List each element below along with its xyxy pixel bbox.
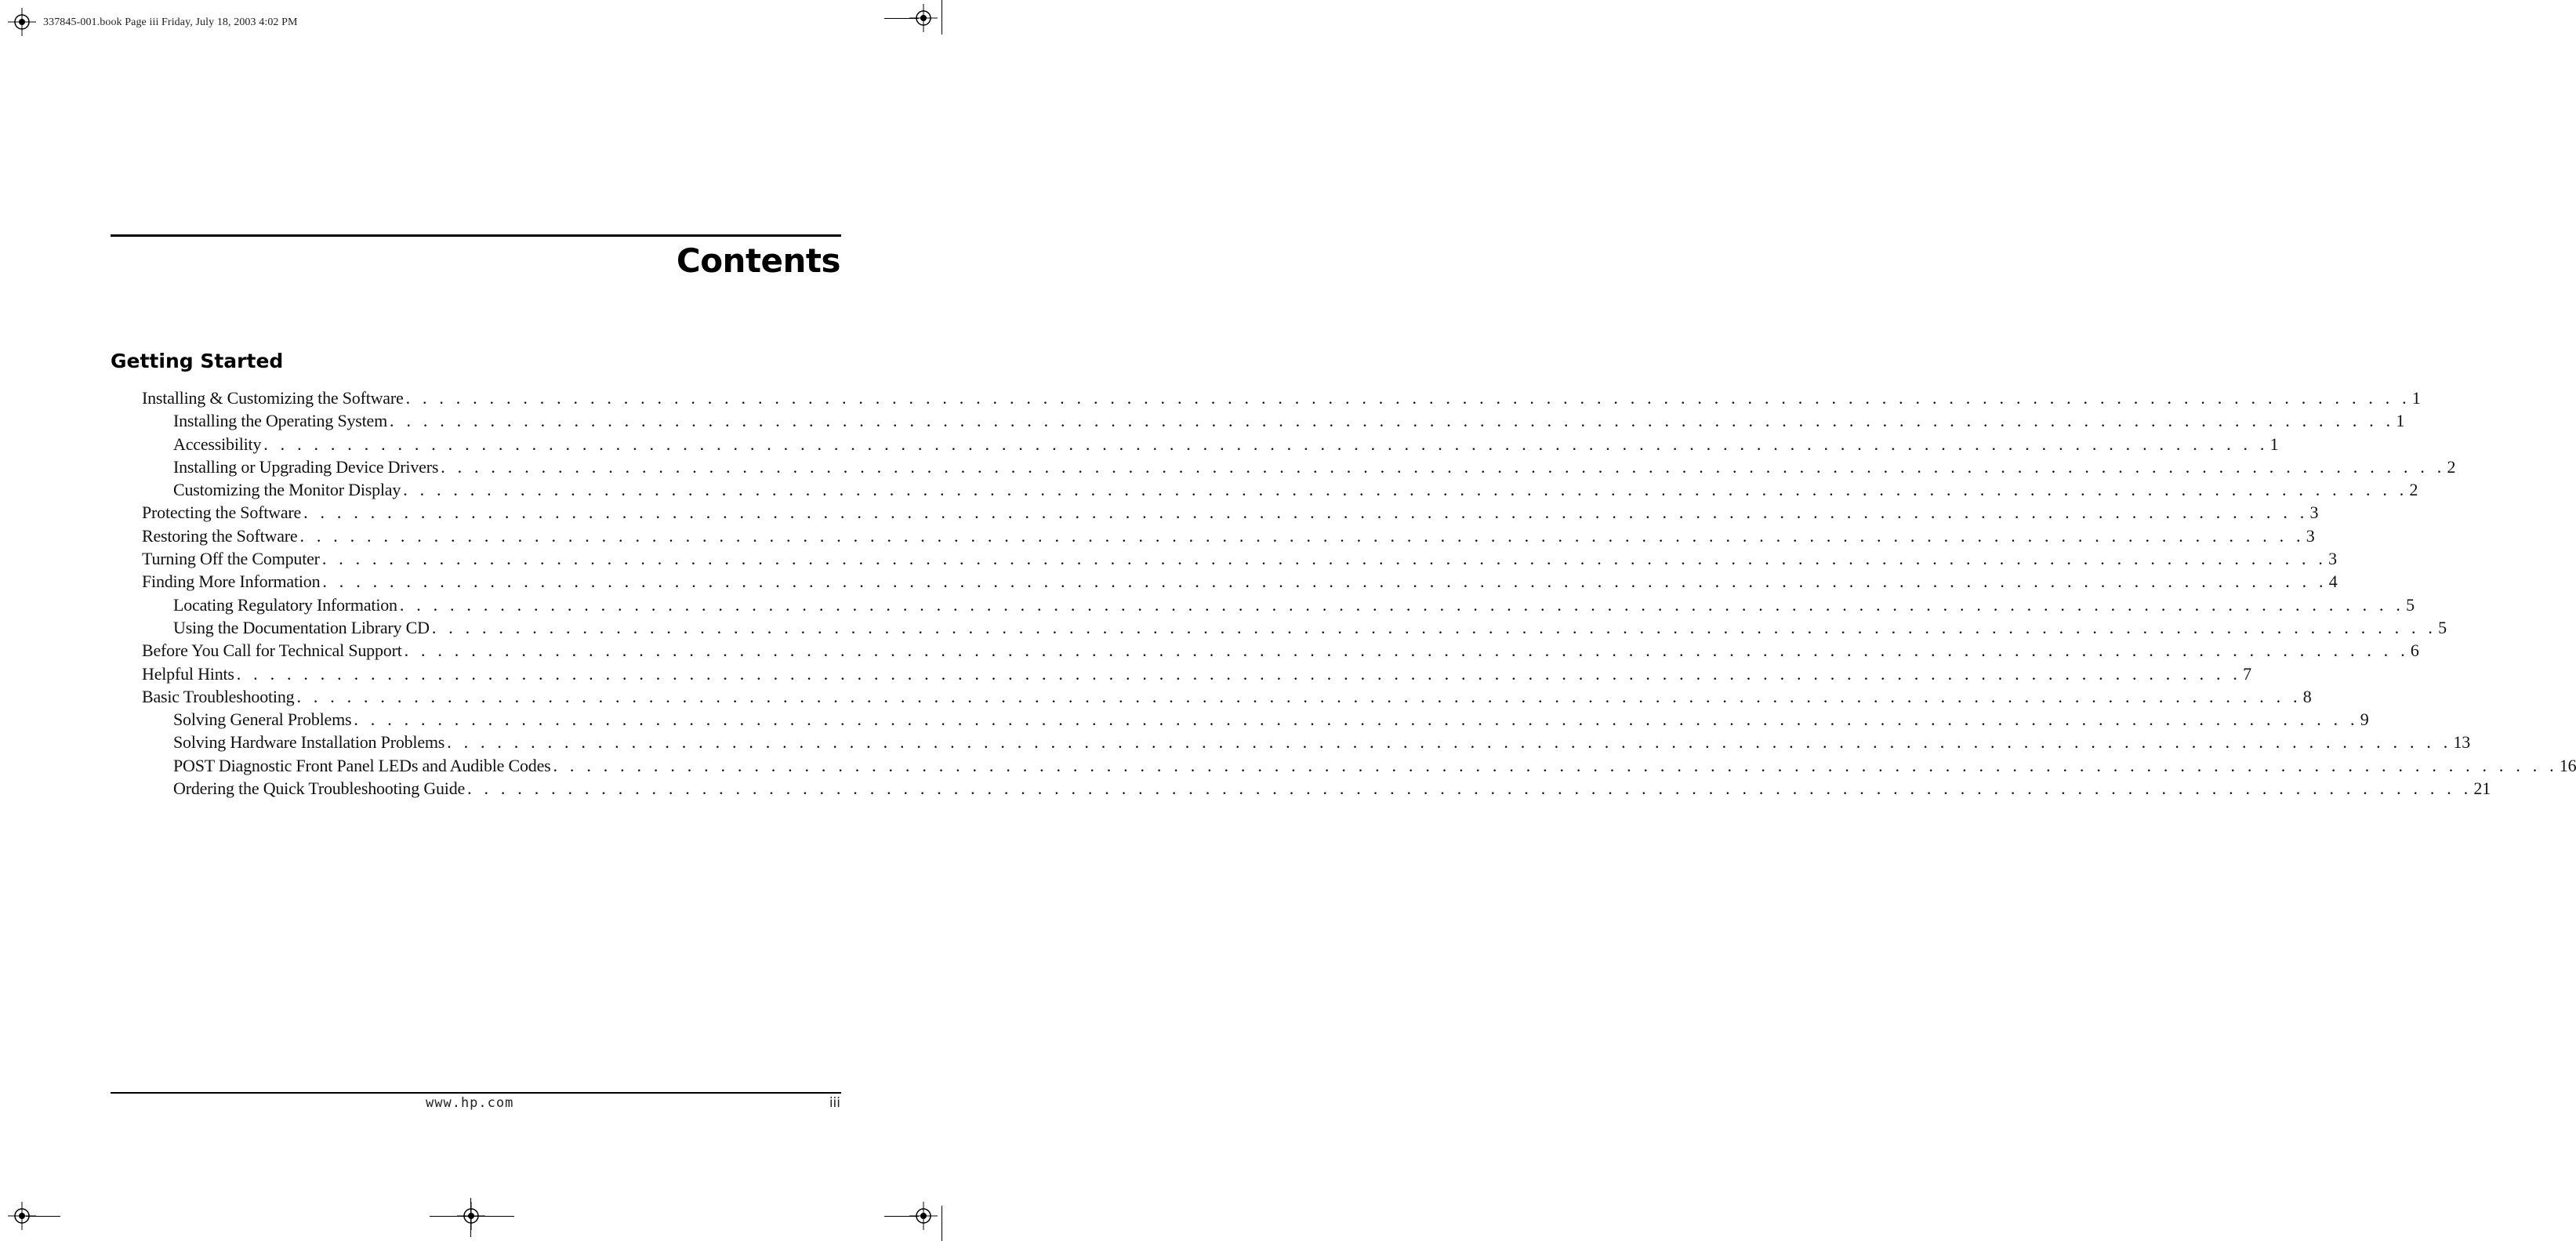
crop-line xyxy=(430,1216,514,1217)
toc-entry-title: Installing & Customizing the Software xyxy=(142,388,404,408)
toc-entry[interactable] xyxy=(142,593,2415,616)
toc-dot-leader: . . . . . . . . . . . . . . . . . . . . . . . . . . . . . . . . . . . . . . . . . . . . . . . . . . . . . . . . . . . . . . . . . . . . . . . . . . . . . . . . . . . . . . . . . . . . . . . . . . . . . . . . . . . . . . . . . . . . . . . . xyxy=(321,549,2327,569)
crop-line xyxy=(884,1216,919,1217)
toc-page-number: 1 xyxy=(2396,411,2405,431)
toc-dot-leader: . . . . . . . . . . . . . . . . . . . . . . . . . . . . . . . . . . . . . . . . . . . . . . . . . . . . . . . . . . . . . . . . . . . . . . . . . . . . . . . . . . . . . . . . . . . . . . . . . . . . . . . . . . . . . . . . . . . . . . . . xyxy=(467,778,2473,799)
registration-mark-icon xyxy=(8,8,36,36)
toc-entry[interactable] xyxy=(142,731,2471,753)
section-heading: Getting Started xyxy=(111,350,284,372)
toc-page-number: 9 xyxy=(2360,709,2369,730)
toc-page-number: 7 xyxy=(2243,663,2251,684)
toc-dot-leader: . . . . . . . . . . . . . . . . . . . . . . . . . . . . . . . . . . . . . . . . . . . . . . . . . . . . . . . . . . . . . . . . . . . . . . . . . . . . . . . . . . . . . . . . . . . . . . . . . . . . . . . . . . . . . . . . . . . . . . . . xyxy=(390,411,2395,431)
toc-dot-leader: . . . . . . . . . . . . . . . . . . . . . . . . . . . . . . . . . . . . . . . . . . . . . . . . . . . . . . . . . . . . . . . . . . . . . . . . . . . . . . . . . . . . . . . . . . . . . . . . . . . . . . . . . . . . . . . . . . . . . . . . xyxy=(399,594,2405,615)
toc-entry-title: Solving Hardware Installation Problems xyxy=(173,732,445,753)
toc-entry-title: Restoring the Software xyxy=(142,525,298,546)
toc-dot-leader: . . . . . . . . . . . . . . . . . . . . . . . . . . . . . . . . . . . . . . . . . . . . . . . . . . . . . . . . . . . . . . . . . . . . . . . . . . . . . . . . . . . . . . . . . . . . . . . . . . . . . . . . . . . . . . . . . . . . . . . . xyxy=(322,572,2327,592)
print-slug: 337845-001.book Page iii Friday, July 18, 2003 4:02 PM xyxy=(43,16,298,28)
crop-line xyxy=(26,1216,60,1217)
toc-entry[interactable] xyxy=(142,524,2315,547)
toc-dot-leader: . . . . . . . . . . . . . . . . . . . . . . . . . . . . . . . . . . . . . . . . . . . . . . . . . . . . . . . . . . . . . . . . . . . . . . . . . . . . . . . . . . . . . . . . . . . . . . . . . . . . . . . . . . . . . . . . . . . . . . . . xyxy=(447,732,2452,753)
toc-page-number: 3 xyxy=(2306,525,2315,546)
toc-page-number: 6 xyxy=(2410,640,2419,661)
toc-entry-title: Before You Call for Technical Support xyxy=(142,640,402,661)
toc-entry[interactable] xyxy=(142,616,2447,639)
toc-entry-title: Solving General Problems xyxy=(173,709,352,730)
footer-url: www.hp.com xyxy=(426,1095,514,1111)
toc-entry[interactable] xyxy=(142,708,2369,731)
toc-page-number: 8 xyxy=(2302,686,2312,706)
toc-page-number: 5 xyxy=(2438,617,2447,637)
toc-entry[interactable] xyxy=(142,501,2319,524)
toc-page-number: 2 xyxy=(2409,480,2418,500)
toc-entry[interactable] xyxy=(142,478,2418,501)
toc-dot-leader: . . . . . . . . . . . . . . . . . . . . . . . . . . . . . . . . . . . . . . . . . . . . . . . . . . . . . . . . . . . . . . . . . . . . . . . . . . . . . . . . . . . . . . . . . . . . . . . . . . . . . . . . . . . . . . . . . . . . . . . . xyxy=(296,686,2302,706)
toc-dot-leader: . . . . . . . . . . . . . . . . . . . . . . . . . . . . . . . . . . . . . . . . . . . . . . . . . . . . . . . . . . . . . . . . . . . . . . . . . . . . . . . . . . . . . . . . . . . . . . . . . . . . . . . . . . . . . . . . . . . . . . . . xyxy=(303,503,2309,523)
table-of-contents xyxy=(142,386,2576,800)
toc-page-number: 13 xyxy=(2453,732,2471,753)
crop-line xyxy=(884,18,919,19)
toc-entry-title: Using the Documentation Library CD xyxy=(173,617,430,637)
footer-page-number: iii xyxy=(829,1095,840,1111)
crop-line xyxy=(470,1198,471,1237)
toc-entry[interactable] xyxy=(142,409,2405,432)
toc-entry[interactable] xyxy=(142,685,2312,708)
toc-entry[interactable] xyxy=(142,455,2456,478)
toc-entry[interactable] xyxy=(142,570,2338,593)
toc-entry[interactable] xyxy=(142,777,2491,800)
toc-dot-leader: . . . . . . . . . . . . . . . . . . . . . . . . . . . . . . . . . . . . . . . . . . . . . . . . . . . . . . . . . . . . . . . . . . . . . . . . . . . . . . . . . . . . . . . . . . . . . . . . . . . . . . . . . . . . . . . . . . . . . . . . xyxy=(431,617,2437,637)
toc-entry[interactable] xyxy=(142,639,2419,662)
toc-entry-title: Basic Troubleshooting xyxy=(142,686,295,706)
toc-page-number: 21 xyxy=(2473,778,2491,799)
toc-entry[interactable] xyxy=(142,547,2337,570)
toc-entry-title: Accessibility xyxy=(173,434,262,454)
toc-dot-leader: . . . . . . . . . . . . . . . . . . . . . . . . . . . . . . . . . . . . . . . . . . . . . . . . . . . . . . . . . . . . . . . . . . . . . . . . . . . . . . . . . . . . . . . . . . . . . . . . . . . . . . . . . . . . . . . . . . . . . . . . xyxy=(263,434,2269,454)
toc-entry-title: Ordering the Quick Troubleshooting Guide xyxy=(173,778,466,799)
toc-entry-title: Customizing the Monitor Display xyxy=(173,480,401,500)
toc-page-number: 1 xyxy=(2269,434,2279,454)
toc-page-number: 3 xyxy=(2309,503,2319,523)
toc-entry-title: Locating Regulatory Information xyxy=(173,594,397,615)
toc-page-number: 1 xyxy=(2411,388,2421,408)
toc-dot-leader: . . . . . . . . . . . . . . . . . . . . . . . . . . . . . . . . . . . . . . . . . . . . . . . . . . . . . . . . . . . . . . . . . . . . . . . . . . . . . . . . . . . . . . . . . . . . . . . . . . . . . . . . . . . . . . . . . . . . . . . . xyxy=(236,663,2242,684)
toc-dot-leader: . . . . . . . . . . . . . . . . . . . . . . . . . . . . . . . . . . . . . . . . . . . . . . . . . . . . . . . . . . . . . . . . . . . . . . . . . . . . . . . . . . . . . . . . . . . . . . . . . . . . . . . . . . . . . . . . . . . . . . . . xyxy=(553,755,2558,775)
toc-page-number: 16 xyxy=(2559,755,2576,775)
toc-dot-leader: . . . . . . . . . . . . . . . . . . . . . . . . . . . . . . . . . . . . . . . . . . . . . . . . . . . . . . . . . . . . . . . . . . . . . . . . . . . . . . . . . . . . . . . . . . . . . . . . . . . . . . . . . . . . . . . . . . . . . . . . xyxy=(299,525,2305,546)
toc-page-number: 4 xyxy=(2328,572,2338,592)
title-rule xyxy=(111,234,841,237)
toc-dot-leader: . . . . . . . . . . . . . . . . . . . . . . . . . . . . . . . . . . . . . . . . . . . . . . . . . . . . . . . . . . . . . . . . . . . . . . . . . . . . . . . . . . . . . . . . . . . . . . . . . . . . . . . . . . . . . . . . . . . . . . . . xyxy=(403,480,2408,500)
toc-entry[interactable] xyxy=(142,662,2251,685)
toc-page-number: 3 xyxy=(2328,549,2337,569)
toc-entry-title: Turning Off the Computer xyxy=(142,549,320,569)
toc-page-number: 5 xyxy=(2406,594,2415,615)
toc-entry[interactable] xyxy=(142,433,2279,455)
toc-dot-leader: . . . . . . . . . . . . . . . . . . . . . . . . . . . . . . . . . . . . . . . . . . . . . . . . . . . . . . . . . . . . . . . . . . . . . . . . . . . . . . . . . . . . . . . . . . . . . . . . . . . . . . . . . . . . . . . . . . . . . . . . xyxy=(354,709,2359,730)
toc-entry[interactable] xyxy=(142,754,2576,777)
footer-rule xyxy=(111,1092,841,1094)
page-title: Contents xyxy=(676,241,840,280)
toc-entry-title: Helpful Hints xyxy=(142,663,234,684)
toc-entry[interactable] xyxy=(142,386,2421,409)
toc-entry-title: Installing the Operating System xyxy=(173,411,388,431)
toc-entry-title: Protecting the Software xyxy=(142,503,302,523)
toc-entry-title: Installing or Upgrading Device Drivers xyxy=(173,456,439,477)
toc-dot-leader: . . . . . . . . . . . . . . . . . . . . . . . . . . . . . . . . . . . . . . . . . . . . . . . . . . . . . . . . . . . . . . . . . . . . . . . . . . . . . . . . . . . . . . . . . . . . . . . . . . . . . . . . . . . . . . . . . . . . . . . . xyxy=(441,456,2446,477)
toc-dot-leader: . . . . . . . . . . . . . . . . . . . . . . . . . . . . . . . . . . . . . . . . . . . . . . . . . . . . . . . . . . . . . . . . . . . . . . . . . . . . . . . . . . . . . . . . . . . . . . . . . . . . . . . . . . . . . . . . . . . . . . . . xyxy=(404,640,2409,661)
toc-dot-leader: . . . . . . . . . . . . . . . . . . . . . . . . . . . . . . . . . . . . . . . . . . . . . . . . . . . . . . . . . . . . . . . . . . . . . . . . . . . . . . . . . . . . . . . . . . . . . . . . . . . . . . . . . . . . . . . . . . . . . . . . xyxy=(405,388,2411,408)
toc-entry-title: Finding More Information xyxy=(142,572,321,592)
toc-entry-title: POST Diagnostic Front Panel LEDs and Audible Codes xyxy=(173,755,551,775)
toc-page-number: 2 xyxy=(2447,456,2456,477)
